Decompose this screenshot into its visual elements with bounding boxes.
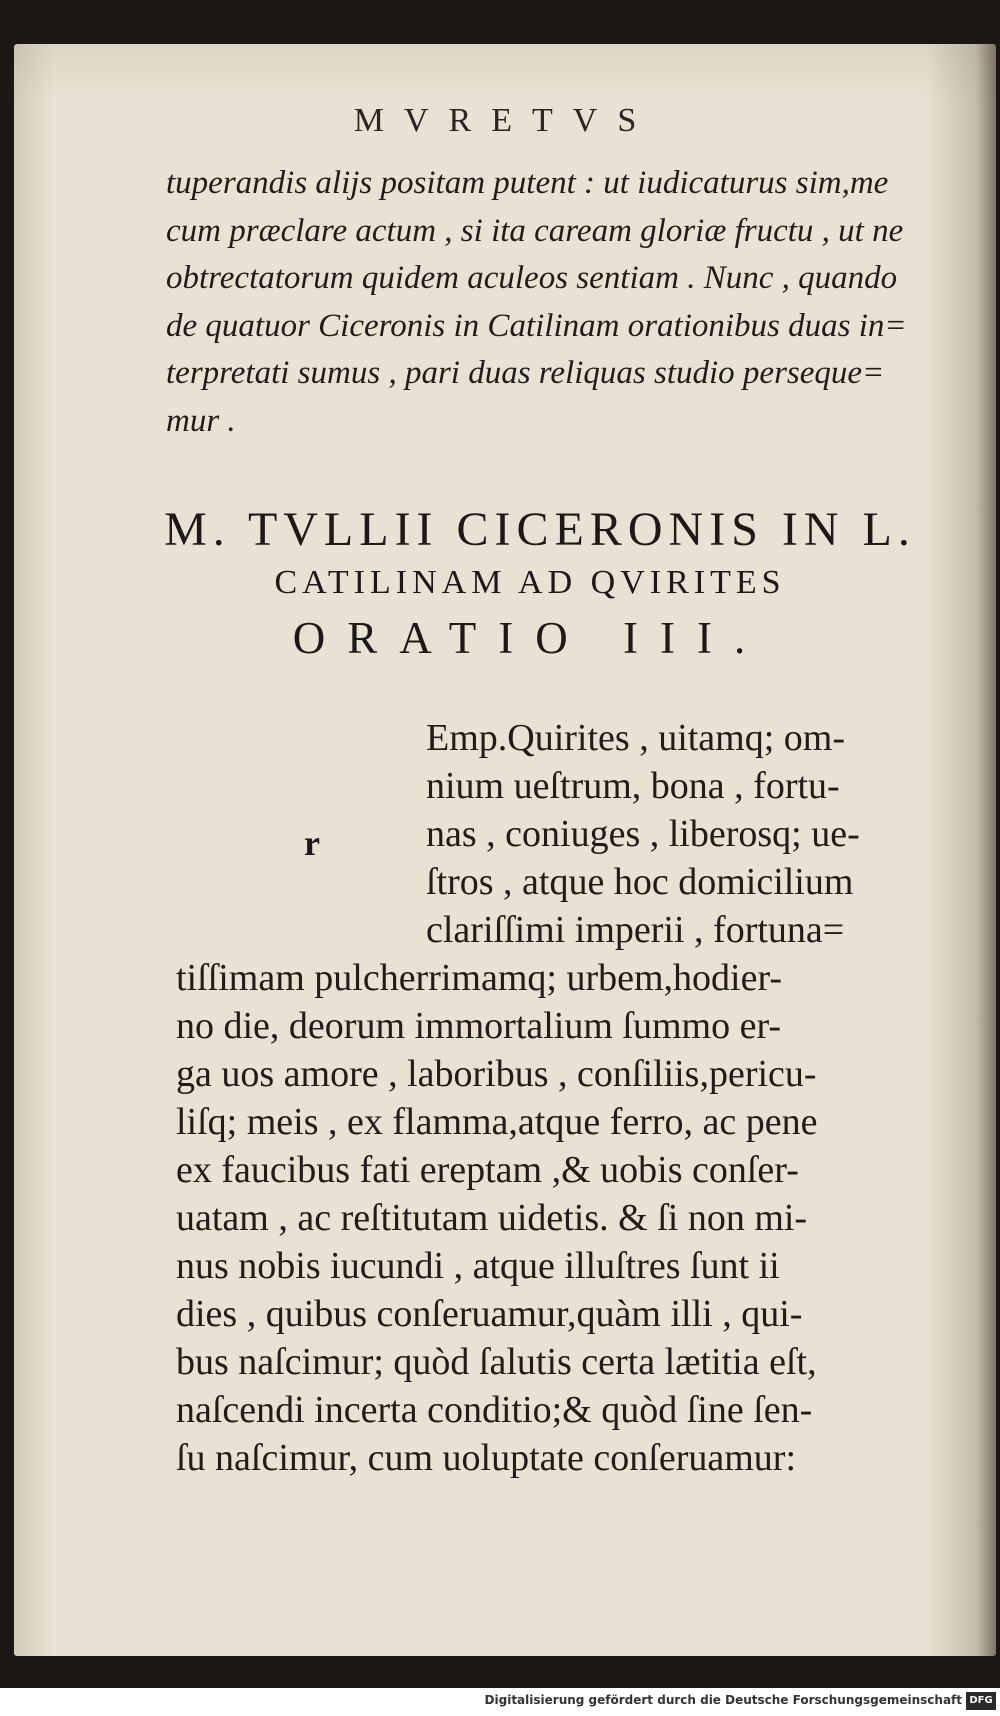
oration-body <box>176 714 976 1482</box>
body-line: ex faucibus fati ereptam ,& uobis conſer- <box>176 1149 799 1191</box>
preface-line: mur . <box>166 402 236 439</box>
book-page <box>14 44 996 1656</box>
body-line: ſu naſcimur, cum uoluptate conſeruamur: <box>176 1437 797 1479</box>
gutter-shadow <box>976 44 996 1656</box>
preface-line: cum præclare actum , si ita caream gloriæ fructu , ut ne <box>166 212 904 249</box>
body-line: tiſſimam pulcherrimamq; urbem,hodier- <box>176 957 783 999</box>
body-line: liſq; meis , ex flamma,atque ferro, ac pene <box>176 1101 818 1143</box>
oration-title-line-3: ORATIO III. <box>292 613 768 663</box>
preface-line: terpretati sumus , pari duas reliquas studio perseque= <box>166 355 885 391</box>
body-line: Emp.Quirites , uitamq; om- <box>426 717 846 759</box>
preface-line: tuperandis alijs positam putent : ut iudicaturus sim,me <box>166 165 889 201</box>
body-line: bus naſcimur; quòd ſalutis certa lætitia eſt, <box>176 1341 817 1383</box>
preface-line: obtrectatorum quidem aculeos sentiam . Nunc , quando <box>166 260 898 296</box>
body-line: uatam , ac reſtitutam uidetis. & ſi non mi- <box>176 1197 808 1239</box>
body-line: nas , coniuges , liberosq; ue- <box>426 813 860 855</box>
initial-letter: r <box>304 823 320 863</box>
body-line: clariſſimi imperii , fortuna= <box>426 909 845 951</box>
body-line: naſcendi incerta conditio;& quòd ſine ſen- <box>176 1389 813 1431</box>
body-line: ſtros , atque hoc domicilium <box>426 861 854 903</box>
preface-line: de quatuor Ciceronis in Catilinam orationibus duas in= <box>166 307 907 344</box>
body-line: ga uos amore , laboribus , conſiliis,pericu- <box>176 1053 817 1095</box>
body-line: no die, deorum immortalium ſummo er- <box>176 1005 782 1047</box>
oration-title-line-1: M. TVLLII CICERONIS IN L. <box>164 503 916 556</box>
body-line: nus nobis iucundi , atque illuſtres ſunt ii <box>176 1245 780 1287</box>
body-line: nium ueſtrum, bona , fortu- <box>426 765 840 807</box>
footer-bar <box>0 1688 1000 1716</box>
oration-title-line-2: CATILINAM AD QVIRITES <box>274 564 786 601</box>
body-line: dies , quibus conſeruamur,quàm illi , qui- <box>176 1293 803 1335</box>
dfg-logo: DFG <box>966 1692 996 1710</box>
running-head: MVRETVS <box>353 102 657 139</box>
preface-paragraph <box>166 160 966 445</box>
digitization-credit: Digitalisierung gefördert durch die Deutsche Forschungsgemeinschaft <box>484 1693 962 1707</box>
